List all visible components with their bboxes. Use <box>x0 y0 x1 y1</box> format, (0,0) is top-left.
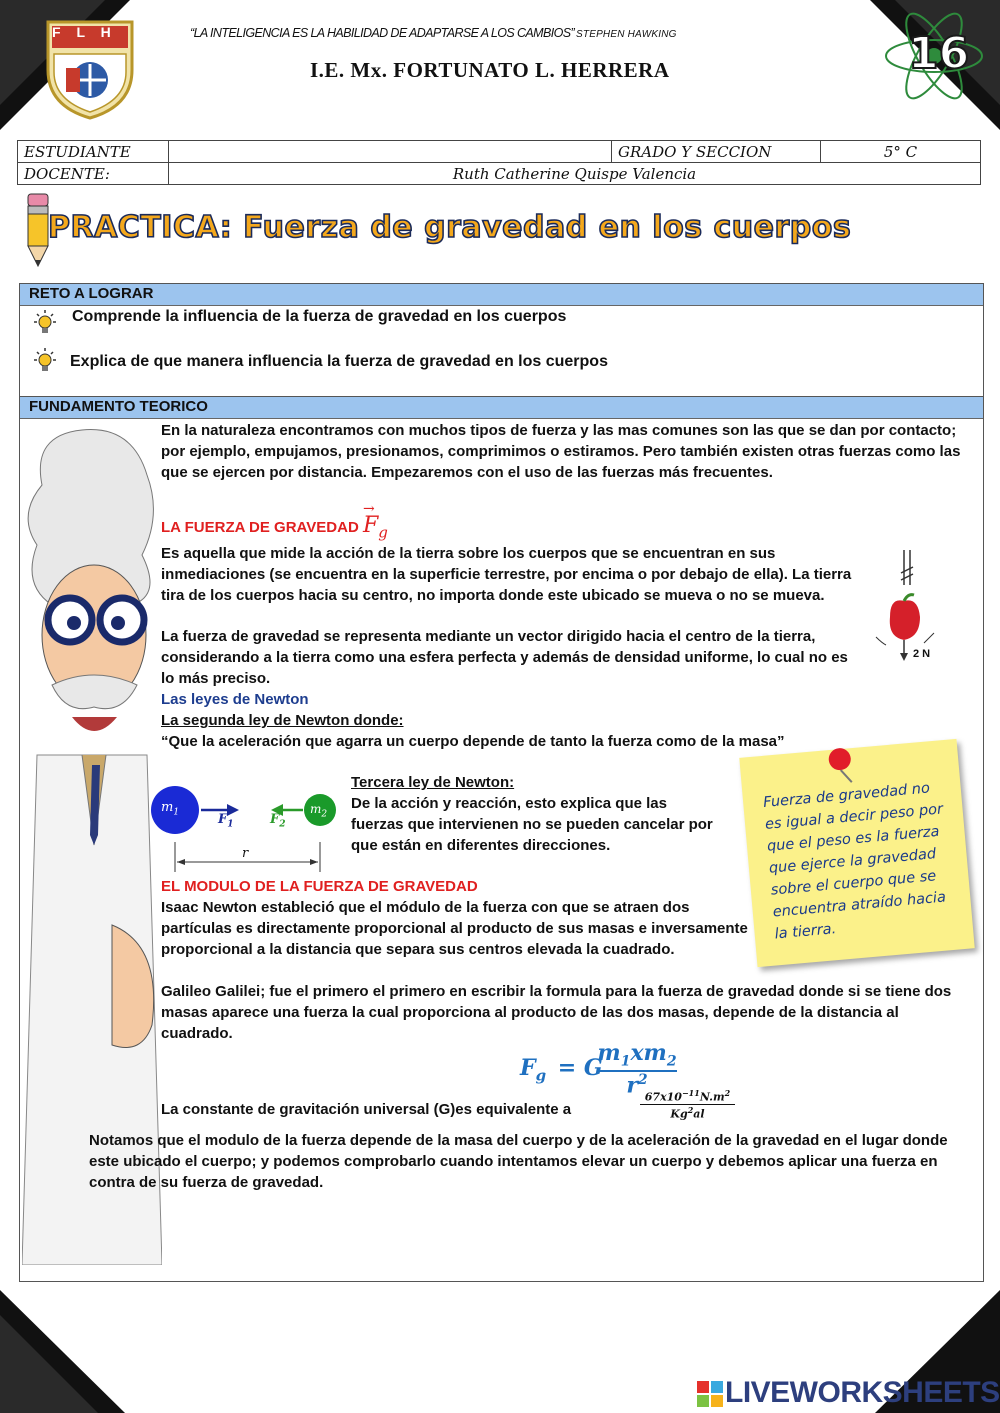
formula-numerator: $m_1xm_2$ <box>597 1040 677 1072</box>
fundamento-header: FUNDAMENTO TEORICO <box>20 397 983 419</box>
modulo-paragraph-2: Galileo Galilei; fue el primero el primero en escribir la formula para la fuerza de gravedad donde si se tiene dos masas aparece una fuerza la cual proporciona al producto de las dos masas, depende de la distancia al cuadrado. <box>161 983 952 1042</box>
gravity-symbol-subscript: g <box>378 523 388 542</box>
gravity-vector-symbol: → F <box>362 501 379 538</box>
force-1-label: $F_1$ <box>218 812 234 830</box>
quote-author: STEPHEN HAWKING <box>576 29 677 40</box>
apple-force-label: 2 N <box>913 648 931 660</box>
distance-label: r <box>242 846 249 861</box>
pushpin-icon <box>819 743 862 786</box>
corner-decoration-bottom-left <box>0 1280 140 1413</box>
grade-value: 5° C <box>821 141 981 163</box>
second-law-text: “Que la aceleración que agarra un cuerpo depende de tanto la fuerza como de la masa” <box>161 733 785 750</box>
liveworksheets-watermark[interactable]: LIVEWORKSHEETS <box>725 1376 1000 1409</box>
gravity-title-text: LA FUERZA DE GRAVEDAD <box>161 519 359 536</box>
constant-denominator: Kg$^2$al <box>670 1104 705 1121</box>
gravitational-constant <box>640 1088 735 1120</box>
second-law-title: La segunda ley de Newton donde: <box>161 712 404 729</box>
gravity-title <box>161 501 388 543</box>
constant-numerator: $67x10^{-11}N.m^2$ <box>640 1088 735 1105</box>
sticky-note <box>739 739 974 967</box>
gravity-paragraph-1: Es aquella que mide la acción de la tierra sobre los cuerpos que se encuentran en sus inmediaciones (se encuentra en la superficie terrestre, por encima o por debajo de ella). La tierra tira de los cuerpos hacia su centro, no importa donde este ubicado se mueva o no se mueva. <box>161 545 852 604</box>
teacher-value: Ruth Catherine Quispe Valencia <box>169 163 981 185</box>
formula-denominator: $r^2$ <box>626 1072 648 1099</box>
intro-paragraph: En la naturaleza encontramos con muchos tipos de fuerza y las mas comunes son las que se dan por contacto; por ejemplo, empujamos, presionamos, comprimimos o estiramos. Pero también existen otras fuerzas como las que se ejercen por distancia. Empezaremos con el uso de las fuerzas más frecuentes. <box>161 422 961 481</box>
reto-item: Explica de que manera influencia la fuerza de gravedad en los cuerpos <box>70 353 608 370</box>
sticky-note-text: Fuerza de gravedad no es igual a decir peso por que el peso es la fuerza que ejerce la gravedad sobre el cuerpo que se encuentra atraído hacia la tierra. <box>762 780 947 943</box>
student-info-table <box>17 140 981 185</box>
final-paragraph: Notamos que el modulo de la fuerza depende de la masa del cuerpo y de la aceleración de la gravedad en el lugar donde este ubicado el cuerpo; y podemos comprobarlo cuando intentamos elevar un cuerpo y debemos aplicar una fuerza en contra de su fuerza de gravedad. <box>89 1132 948 1191</box>
practice-title: PRACTICA: Fuerza de gravedad en los cuerpos <box>48 210 852 245</box>
constant-text: La constante de gravitación universal (G)es equivalente a <box>161 1101 572 1118</box>
mass-1-label: $m_1$ <box>161 800 180 818</box>
gravity-paragraph-2: La fuerza de gravedad se representa mediante un vector dirigido hacia el centro de la tierra, considerando a la tierra como una esfera perfecta y además de densidad uniforme, lo cual no es lo más preciso. <box>161 628 848 687</box>
third-law-text: De la acción y reacción, esto explica que las fuerzas que intervienen no se pueden cancelar por que están en diferentes direcciones. <box>351 795 713 854</box>
teacher-label: DOCENTE: <box>18 163 169 185</box>
modulo-title: EL MODULO DE LA FUERZA DE GRAVEDAD <box>161 878 478 895</box>
reto-header: RETO A LOGRAR <box>20 284 983 306</box>
vector-arrow-icon: → <box>362 501 375 517</box>
mass-2-label: $m_2$ <box>310 802 328 820</box>
newton-laws-title: Las leyes de Newton <box>161 691 309 708</box>
reto-section <box>19 283 984 398</box>
force-2-label: $F_2$ <box>270 812 286 830</box>
grade-label: GRADO Y SECCION <box>612 141 821 163</box>
third-law-title: Tercera ley de Newton: <box>351 774 515 791</box>
student-label: ESTUDIANTE <box>18 141 169 163</box>
logo-text: F L H <box>52 24 117 40</box>
gravity-formula-lhs: $F_g = G$ <box>520 1055 603 1085</box>
modulo-paragraph-1: Isaac Newton estableció que el módulo de la fuerza con que se atraen dos partículas es directamente proporcional al producto de sus masas e inversamente proporcional a la distancia que separa sus centros elevada la cuadrado. <box>161 899 748 958</box>
quote-text: “LA INTELIGENCIA ES LA HABILIDAD DE ADAPTARSE A LOS CAMBIOS” <box>190 26 575 40</box>
reto-item: Comprende la influencia de la fuerza de gravedad en los cuerpos <box>72 308 567 325</box>
student-field[interactable] <box>169 141 612 163</box>
lightbulb-icon <box>30 346 60 376</box>
school-name: I.E. Mx. FORTUNATO L. HERRERA <box>310 58 670 82</box>
lightbulb-icon <box>30 308 60 338</box>
number-badge: 16 <box>908 28 970 79</box>
header-quote <box>190 26 677 40</box>
liveworksheets-logo-icon <box>697 1381 723 1407</box>
apple-gravity-figure <box>868 545 943 665</box>
